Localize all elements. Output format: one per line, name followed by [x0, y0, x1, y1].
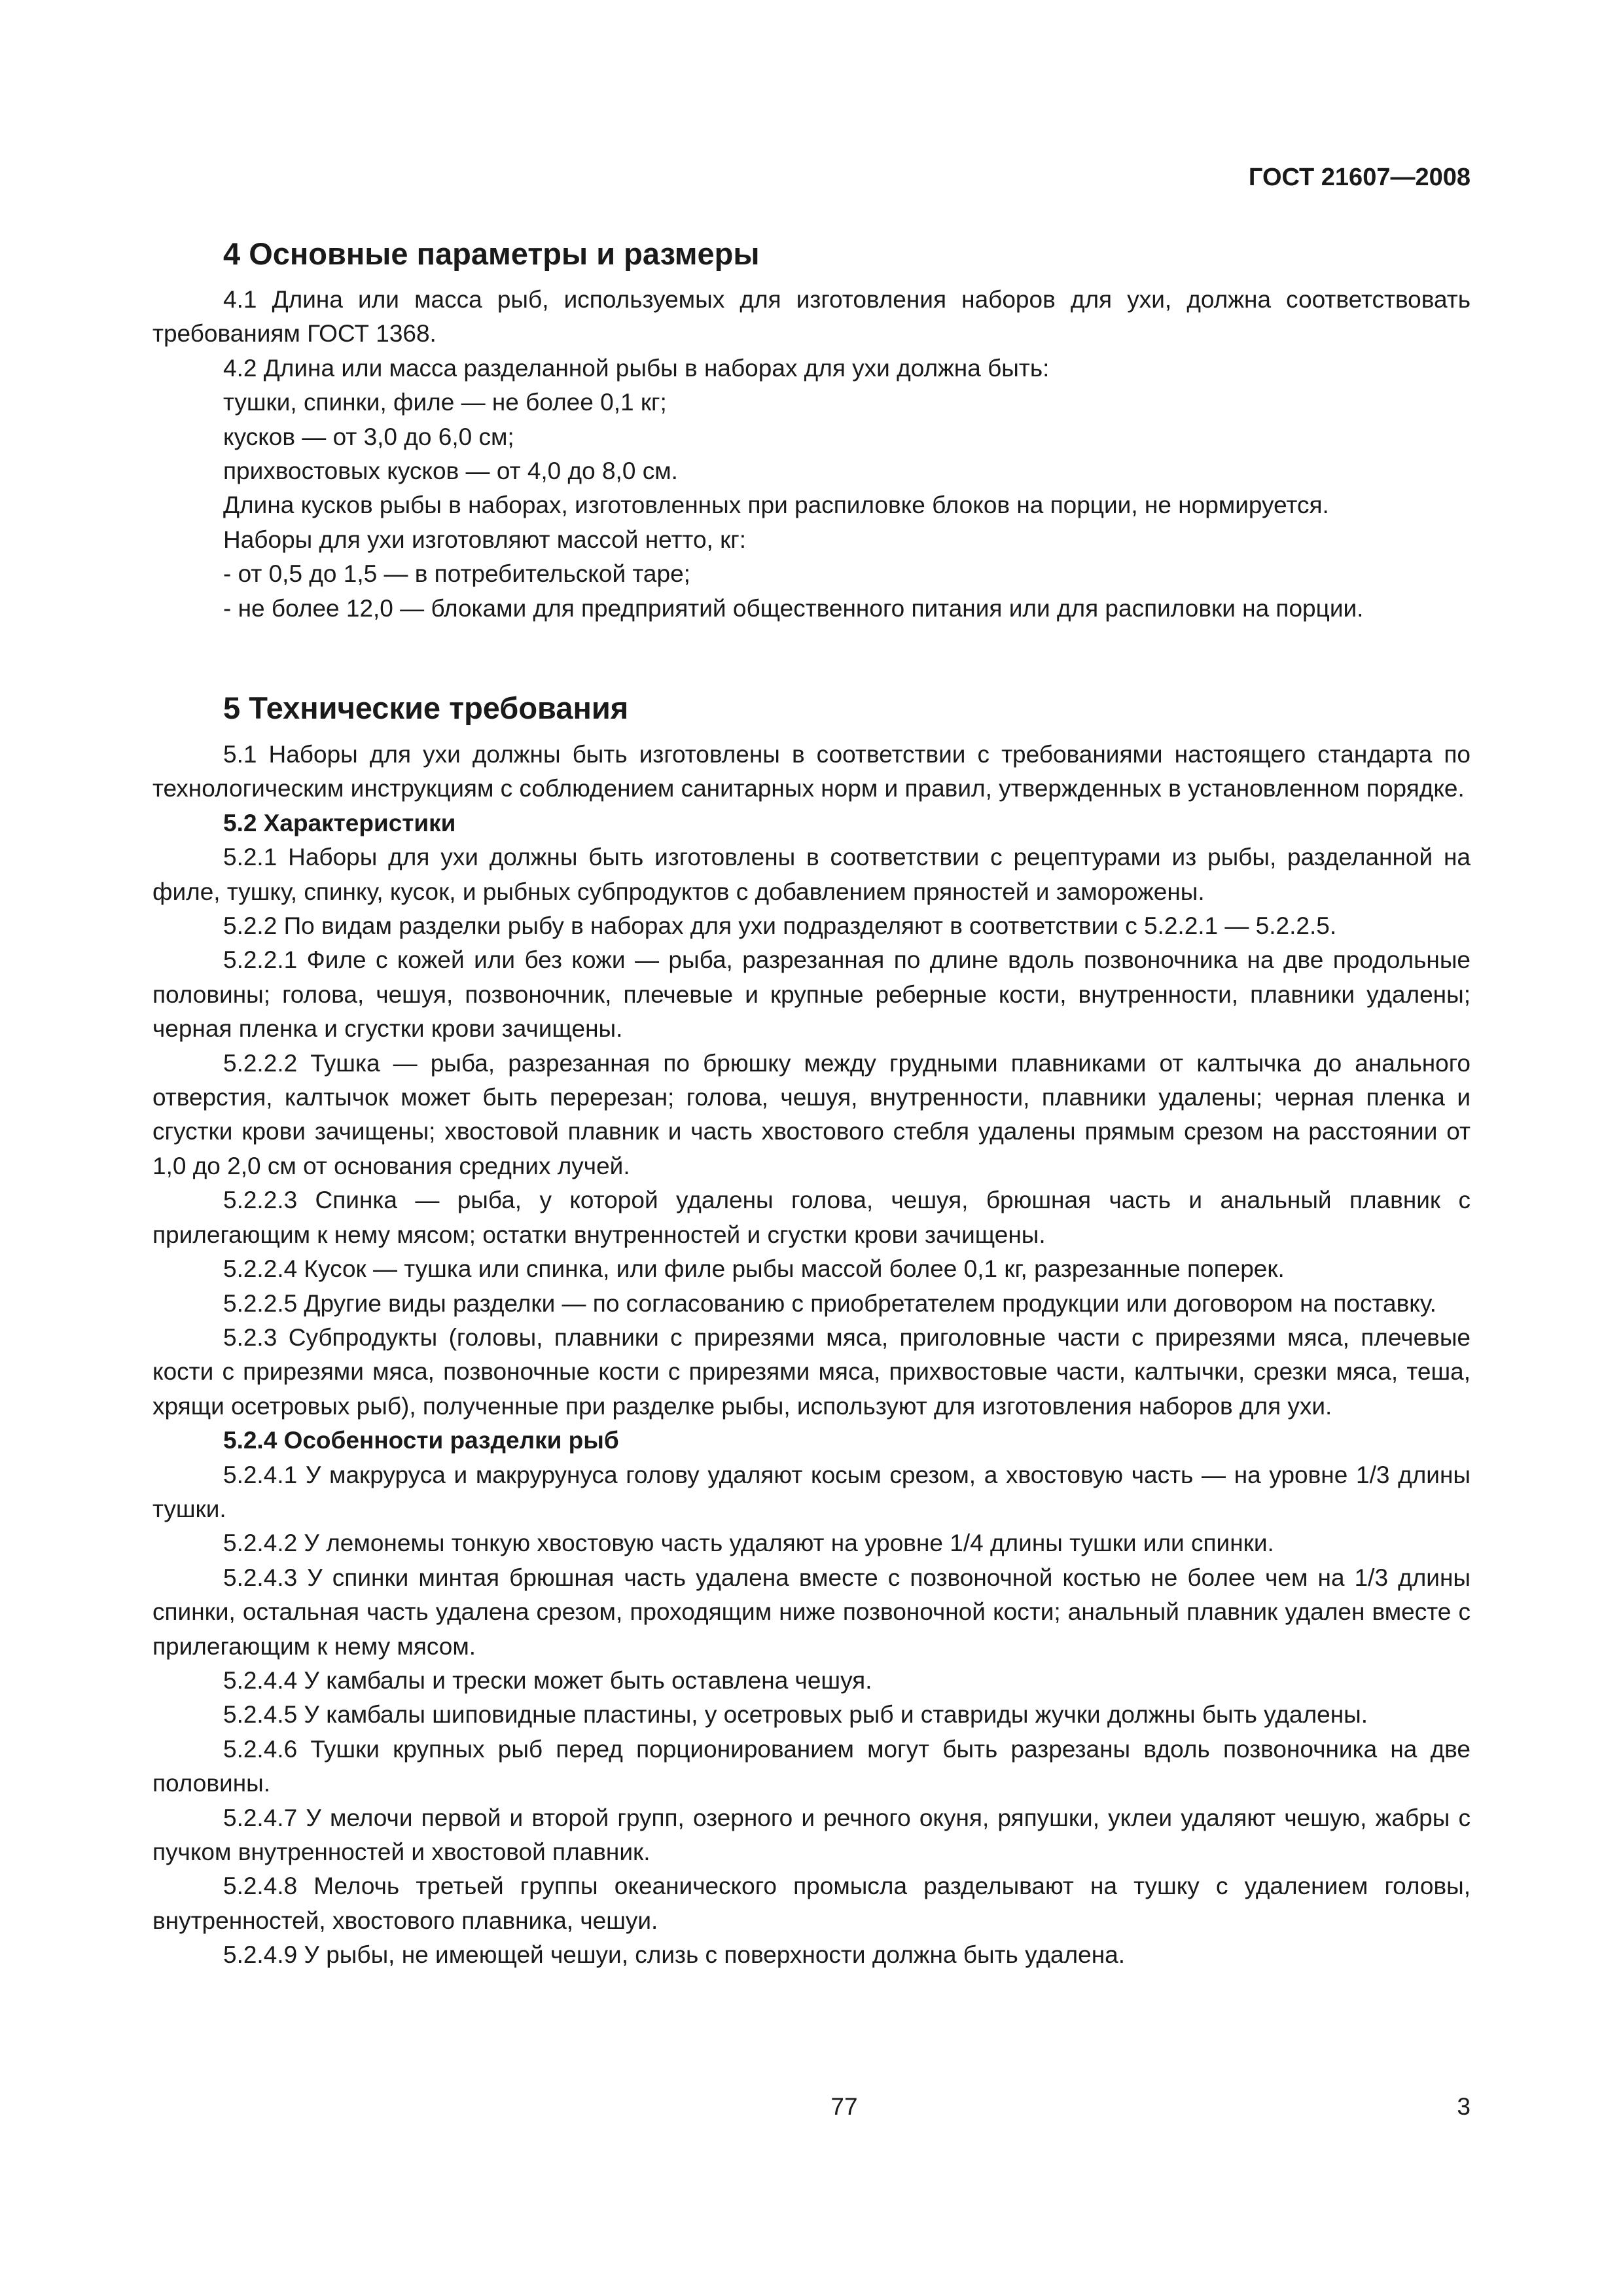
- paragraph-net-mass: Наборы для ухи изготовляют массой нетто, кг:: [223, 526, 747, 553]
- section-5-body: [152, 738, 1471, 1973]
- page-number: 3: [1457, 2093, 1471, 2120]
- paragraph-5-2-2-2: 5.2.2.2 Тушка — рыба, разрезанная по брюшку между грудными плавниками от калтычка до анального отверстия, калтычок может быть перерезан; голова, чешуя, внутренности, плавники удалены; черная пленка и сгустки крови зачищены; хвостовой плавник и часть хвостового стебля удалены прямым срезом на расстоянии от 1,0 до 2,0 см от основания средних лучей.: [152, 1049, 1471, 1179]
- paragraph-5-2-2: 5.2.2 По видам разделки рыбу в наборах для ухи подразделяют в соответствии с 5.2.2.1 — 5.2.2.5.: [223, 912, 1337, 940]
- paragraph-5-2-4-1: 5.2.4.1 У макруруса и макрурунуса голову удаляют косым срезом, а хвостовую часть — на уровне 1/3 длины тушки.: [152, 1461, 1471, 1522]
- section-4-heading: 4 Основные параметры и размеры: [223, 236, 760, 271]
- paragraph-5-2-4-5: 5.2.4.5 У камбалы шиповидные пластины, у осетровых рыб и ставриды жучки должны быть удалены.: [223, 1701, 1368, 1729]
- list-item-tail-pieces-length: прихвостовых кусков — от 4,0 до 8,0 см.: [223, 457, 678, 485]
- paragraph-5-2-2-5: 5.2.2.5 Другие виды разделки — по согласованию с приобретателем продукции или договором на поставку.: [223, 1289, 1436, 1317]
- document-code-header: ГОСТ 21607—2008: [1248, 164, 1471, 191]
- subheading-5-2-4: 5.2.4 Особенности разделки рыб: [223, 1427, 619, 1454]
- paragraph-5-2-4-4: 5.2.4.4 У камбалы и трески может быть оставлена чешуя.: [223, 1666, 872, 1694]
- paragraph-5-2-4-7: 5.2.4.7 У мелочи первой и второй групп, озерного и речного окуня, ряпушки, уклеи удаляют чешую, жабры с пучком внутренностей и хвостовой плавник.: [152, 1804, 1471, 1865]
- paragraph-5-2-4-9: 5.2.4.9 У рыбы, не имеющей чешуи, слизь с поверхности должна быть удалена.: [223, 1941, 1125, 1969]
- footer-center-number: 77: [830, 2093, 858, 2120]
- subheading-5-2: 5.2 Характеристики: [223, 809, 456, 836]
- paragraph-5-2-3: 5.2.3 Субпродукты (головы, плавники с прирезями мяса, приголовные части с прирезями мяса, плечевые кости с прирезями мяса, позвоночные кости с прирезями мяса, прихвостовые части, калтычки, срезки мяса, теша, хрящи осетровых рыб), полученные при разделке рыбы, используют для изготовления наборов для ухи.: [152, 1323, 1471, 1420]
- list-item-blocks: - не более 12,0 — блоками для предприятий общественного питания или для распиловки на порции.: [223, 594, 1364, 622]
- paragraph-4-1: 4.1 Длина или масса рыб, используемых для изготовления наборов для ухи, должна соответствовать требованиям ГОСТ 1368.: [152, 286, 1471, 348]
- paragraph-piece-length-note: Длина кусков рыбы в наборах, изготовленных при распиловке блоков на порции, не нормируется.: [223, 492, 1329, 519]
- paragraph-5-2-2-1: 5.2.2.1 Филе с кожей или без кожи — рыба, разрезанная по длине вдоль позвоночника на две продольные половины; голова, чешуя, позвоночник, плечевые и крупные реберные кости, внутренности, плавники удалены; черная пленка и сгустки крови зачищены.: [152, 946, 1471, 1043]
- paragraph-5-2-4-2: 5.2.4.2 У лемонемы тонкую хвостовую часть удаляют на уровне 1/4 длины тушки или спинки.: [223, 1530, 1274, 1557]
- section-4-body: [152, 283, 1471, 626]
- section-5-heading: 5 Технические требования: [223, 691, 629, 725]
- paragraph-5-2-4-8: 5.2.4.8 Мелочь третьей группы океанического промысла разделывают на тушку с удалением головы, внутренностей, хвостового плавника, чешуи.: [152, 1873, 1471, 1934]
- paragraph-5-2-2-4: 5.2.2.4 Кусок — тушка или спинка, или филе рыбы массой более 0,1 кг, разрезанные поперек.: [223, 1255, 1285, 1283]
- paragraph-4-2: 4.2 Длина или масса разделанной рыбы в наборах для ухи должна быть:: [223, 354, 1050, 382]
- paragraph-5-2-4-6: 5.2.4.6 Тушки крупных рыб перед порционированием могут быть разрезаны вдоль позвоночника на две половины.: [152, 1735, 1471, 1797]
- list-item-consumer-pack: - от 0,5 до 1,5 — в потребительской таре;: [223, 560, 690, 588]
- paragraph-5-1: 5.1 Наборы для ухи должны быть изготовлены в соответствии с требованиями настоящего стандарта по технологическим инструкциям с соблюдением санитарных норм и правил, утвержденных в установленном порядке.: [152, 741, 1471, 802]
- list-item-carcass-length: тушки, спинки, филе — не более 0,1 кг;: [223, 389, 667, 416]
- paragraph-5-2-2-3: 5.2.2.3 Спинка — рыба, у которой удалены голова, чешуя, брюшная часть и анальный плавник с прилегающим к нему мясом; остатки внутренностей и сгустки крови зачищены.: [152, 1187, 1471, 1248]
- list-item-pieces-length: кусков — от 3,0 до 6,0 см;: [223, 423, 514, 450]
- paragraph-5-2-1: 5.2.1 Наборы для ухи должны быть изготовлены в соответствии с рецептурами из рыбы, разделанной на филе, тушку, спинку, кусок, и рыбных субпродуктов с добавлением пряностей и заморожены.: [152, 844, 1471, 905]
- paragraph-5-2-4-3: 5.2.4.3 У спинки минтая брюшная часть удалена вместе с позвоночной костью не более чем на 1/3 длины спинки, остальная часть удалена срезом, проходящим ниже позвоночной кости; анальный плавник удален вместе с прилегающим к нему мясом.: [152, 1564, 1471, 1660]
